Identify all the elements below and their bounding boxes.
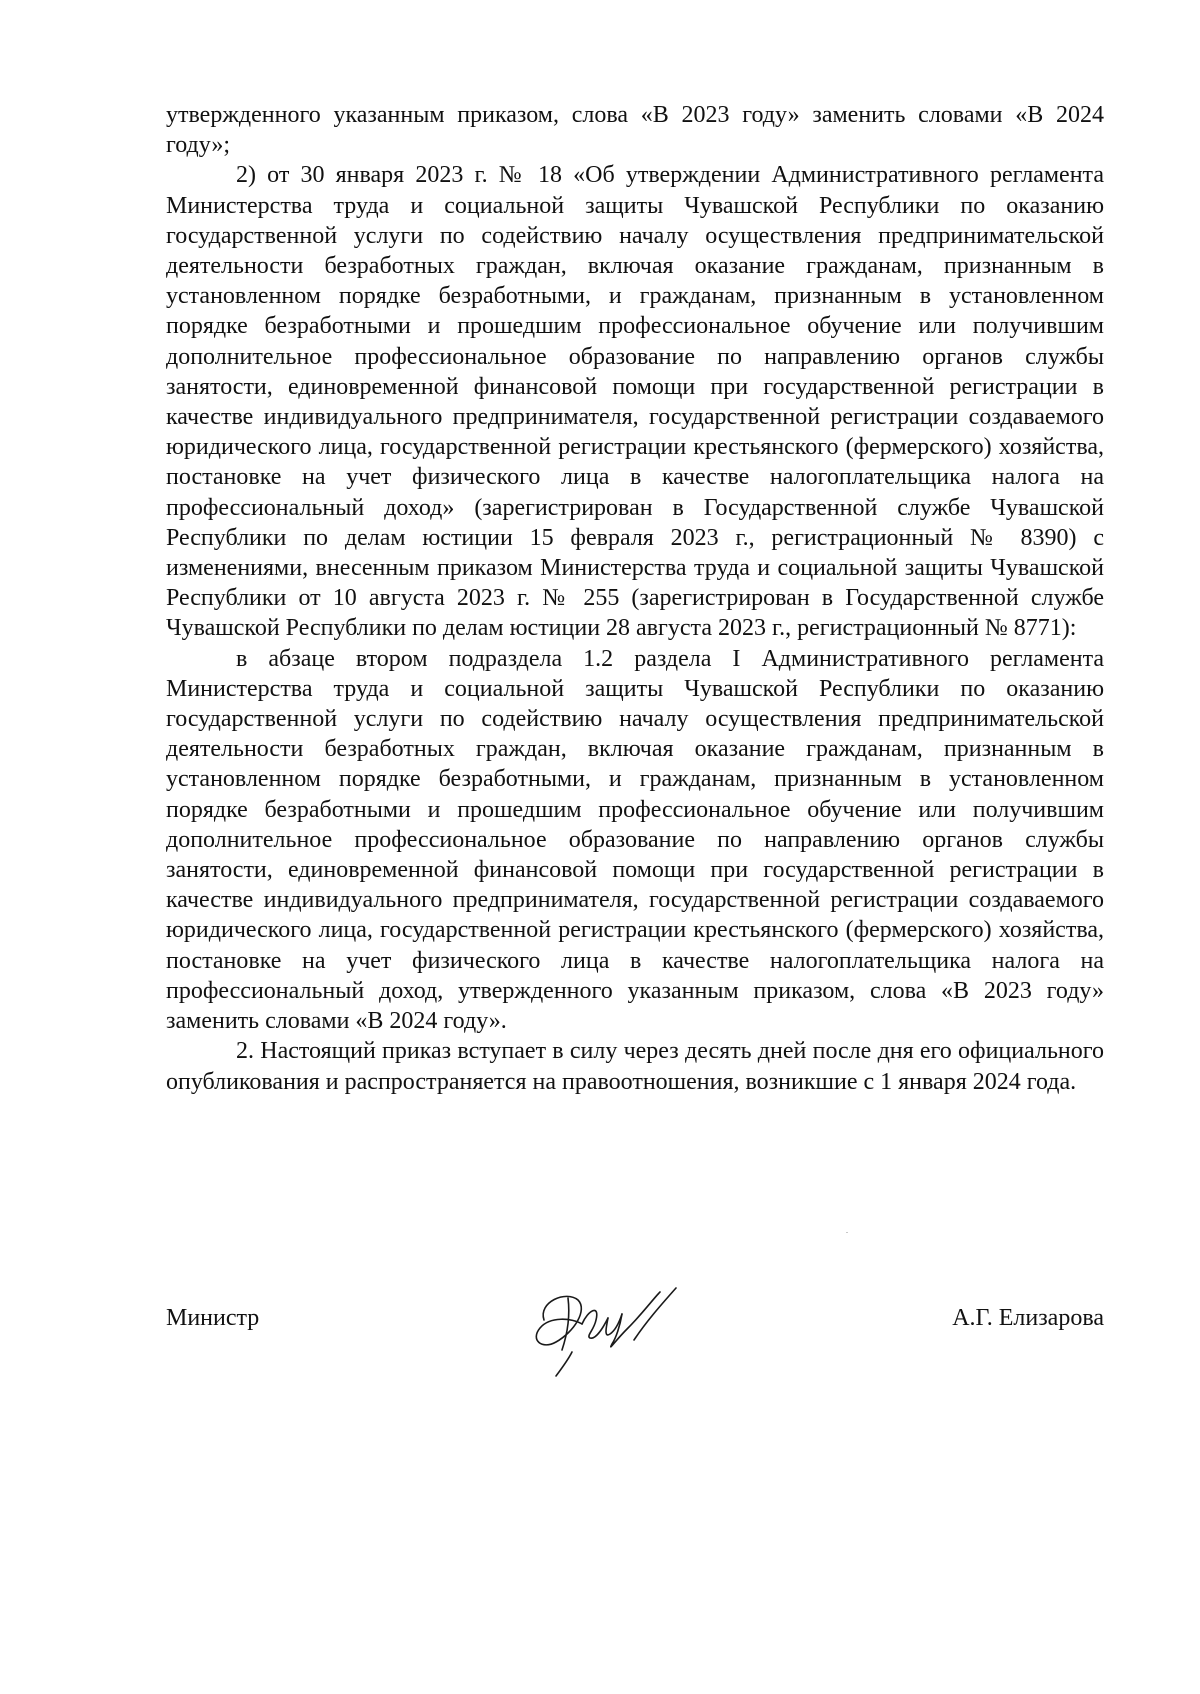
paragraph-continuation: утвержденного указанным приказом, слова «В 2023 году» заменить словами «В 2024 году»; <box>166 102 1104 159</box>
scan-speck <box>846 1232 848 1233</box>
handwritten-signature-icon <box>516 1280 696 1380</box>
paragraph-amendment: в абзаце втором подраздела 1.2 раздела I Административного регламента Министерства труда и социальной защиты Чувашской Республики по оказанию государственной услуги по содействию началу осуществления предпринимательской деятельности безработных граждан, включая оказание гражданам, признанным в установленном порядке безработными, и гражданам, признанным в установленном порядке безработными и прошедшим профессиональное обучение или получившим дополнительное профессиональное образование по направлению органов службы занятости, единовременной финансовой помощи при государственной регистрации в качестве индивидуального предпринимателя, государственной регистрации создаваемого юридического лица, государственной регистрации крестьянского (фермерского) хозяйства, постановке на учет физического лица в качестве налогоплательщика налога на профессиональный доход, утвержденного указанным приказом, слова «В 2023 году» заменить словами «В 2024 году». <box>166 645 1104 1035</box>
signature-block <box>166 1290 1104 1400</box>
paragraph-item-2: 2) от 30 января 2023 г. № 18 «Об утверждении Административного регламента Министерства труда и социальной защиты Чувашской Республики по оказанию государственной услуги по содействию началу осуществления предпринимательской деятельности безработных граждан, включая оказание гражданам, признанным в установленном порядке безработными, и гражданам, признанным в установленном порядке безработными и прошедшим профессиональное обучение или получившим дополнительное профессиональное образование по направлению органов службы занятости, единовременной финансовой помощи при государственной регистрации в качестве индивидуального предпринимателя, государственной регистрации создаваемого юридического лица, государственной регистрации крестьянского (фермерского) хозяйства, постановке на учет физического лица в качестве налогоплательщика налога на профессиональный доход» (зарегистрирован в Государственной службе Чувашской Республики по делам юстиции 15 февраля 2023 г., регистрационный № 8390) с изменениями, внесенным приказом Министерства труда и социальной защиты Чувашской Республики от 10 августа 2023 г. № 255 (зарегистрирован в Государственной службе Чувашской Республики по делам юстиции 28 августа 2023 г., регистрационный № 8771): <box>166 162 1104 642</box>
paragraph-effective-date: 2. Настоящий приказ вступает в силу через десять дней после дня его официального опубликования и распространяется на правоотношения, возникшие с 1 января 2024 года. <box>166 1038 1104 1095</box>
signer-name: А.Г. Елизарова <box>952 1305 1104 1331</box>
document-body <box>166 100 1104 1097</box>
signer-position: Министр <box>166 1305 260 1331</box>
